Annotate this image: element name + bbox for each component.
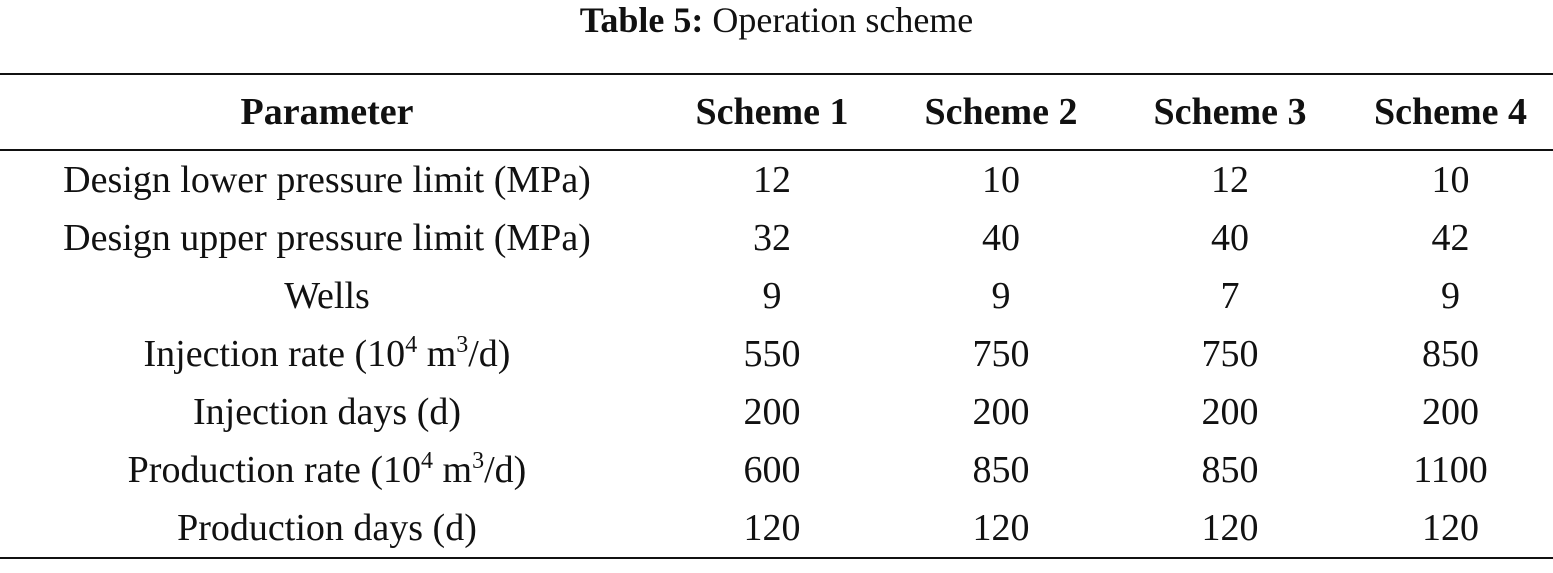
table-row <box>0 209 1553 267</box>
row-label: Wells <box>284 275 370 317</box>
row-label-unit: m <box>433 449 473 491</box>
row-label <box>0 325 654 383</box>
row-label-prefix: Injection rate (10 <box>143 333 406 375</box>
table-row <box>0 267 1553 325</box>
table-cell: 600 <box>743 449 801 491</box>
table-cell: 750 <box>972 333 1030 375</box>
table-cell: 10 <box>1431 159 1470 201</box>
table-cell: 12 <box>753 159 791 201</box>
header-scheme-1: Scheme 1 <box>695 91 849 133</box>
row-label-exponent: 3 <box>456 332 469 358</box>
table-cell: 1100 <box>1413 449 1488 491</box>
table-cell: 12 <box>1211 159 1249 201</box>
table-cell: 9 <box>1441 275 1460 317</box>
operation-scheme-table <box>0 73 1553 559</box>
table-cell: 40 <box>1211 217 1249 259</box>
row-label-suffix: /d) <box>468 333 511 375</box>
table-row <box>0 441 1553 499</box>
table-row <box>0 325 1553 383</box>
row-label-exponent: 3 <box>472 448 485 474</box>
table-caption <box>0 0 1553 40</box>
caption-text: Operation scheme <box>712 0 974 40</box>
row-label: Production days (d) <box>177 507 477 549</box>
header-parameter: Parameter <box>240 91 414 133</box>
header-scheme-3: Scheme 3 <box>1153 91 1307 133</box>
row-label-prefix: Production rate (10 <box>127 449 422 491</box>
table-header-row <box>0 74 1553 150</box>
table-cell: 9 <box>762 275 782 317</box>
table-cell: 120 <box>1422 507 1479 549</box>
table-cell: 200 <box>1422 391 1479 433</box>
table-cell: 200 <box>743 391 801 433</box>
table-cell: 550 <box>743 333 801 375</box>
header-scheme-2: Scheme 2 <box>924 91 1078 133</box>
row-label-exponent: 4 <box>421 448 434 474</box>
table-cell: 850 <box>1422 333 1479 375</box>
caption-label: Table 5: <box>579 0 704 40</box>
table-cell: 120 <box>972 507 1030 549</box>
table-row <box>0 383 1553 441</box>
row-label-suffix: /d) <box>484 449 527 491</box>
table-cell: 120 <box>1201 507 1259 549</box>
table-cell: 42 <box>1431 217 1470 259</box>
row-label-exponent: 4 <box>405 332 418 358</box>
table-cell: 120 <box>743 507 801 549</box>
table-cell: 32 <box>753 217 791 259</box>
row-label-unit: m <box>417 333 457 375</box>
table-cell: 200 <box>1201 391 1259 433</box>
row-label: Injection days (d) <box>192 391 462 433</box>
table-row <box>0 499 1553 558</box>
table-cell: 7 <box>1220 275 1240 317</box>
table-cell: 850 <box>972 449 1030 491</box>
table-cell: 200 <box>972 391 1030 433</box>
table-cell: 9 <box>991 275 1011 317</box>
row-label <box>0 441 654 499</box>
table-cell: 40 <box>982 217 1020 259</box>
header-scheme-4: Scheme 4 <box>1373 91 1528 133</box>
row-label: Design upper pressure limit (MPa) <box>63 217 591 259</box>
table-cell: 850 <box>1201 449 1259 491</box>
row-label: Design lower pressure limit (MPa) <box>63 159 591 201</box>
table-row <box>0 150 1553 209</box>
table-cell: 750 <box>1201 333 1259 375</box>
table-cell: 10 <box>982 159 1020 201</box>
